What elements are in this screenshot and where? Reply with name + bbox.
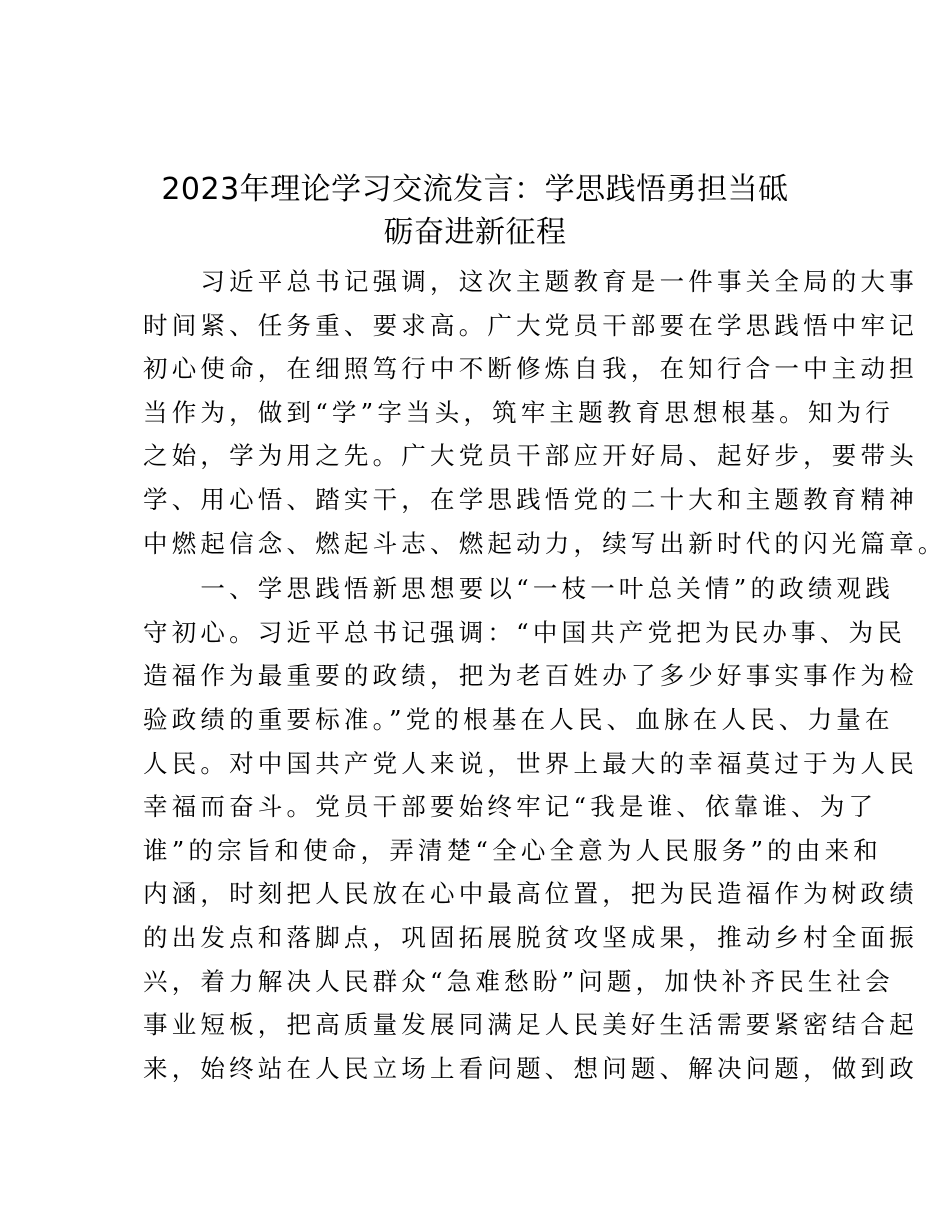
text-line: 幸福而奋斗。党员干部要始终牢记“我是谁、依靠谁、为了 [143, 792, 878, 822]
text-line: 习近平总书记强调，这次主题教育是一件事关全局的大事 [143, 267, 918, 296]
text-line: 造福作为最重要的政绩，把为老百姓办了多少好事实事作为检 [143, 661, 918, 691]
text-line: 的出发点和落脚点，巩固拓展脱贫攻坚成果，推动乡村全面振 [143, 922, 918, 952]
text-line: 验政绩的重要标准。”党的根基在人民、血脉在人民、力量在 [143, 704, 894, 734]
text-line: 当作为，做到“学”字当头，筑牢主题教育思想根基。知为行 [143, 397, 894, 427]
text-line: 人民。对中国共产党人来说，世界上最大的幸福莫过于为人民 [143, 748, 918, 778]
text-line: 之始，学为用之先。广大党员干部应开好局、起好步，要带头 [143, 441, 918, 471]
text-line: 守初心。习近平总书记强调：“中国共产党把为民办事、为民 [143, 617, 906, 647]
text-line: 内涵，时刻把人民放在心中最高位置，把为民造福作为树政绩 [143, 879, 918, 909]
document-title [130, 168, 820, 254]
paragraph-section-one [143, 567, 918, 1090]
text-line: 谁”的宗旨和使命，弄清楚“全心全意为人民服务”的由来和 [143, 835, 882, 865]
text-line: 一、学思践悟新思想要以“一枝一叶总关情”的政绩观践 [143, 574, 894, 604]
text-line: 来，始终站在人民立场上看问题、想问题、解决问题，做到政 [143, 1053, 918, 1083]
document-body [143, 260, 947, 1090]
paragraph-intro [143, 260, 947, 565]
title-line: 砺奋进新征程 [383, 215, 567, 250]
text-line: 事业短板，把高质量发展同满足人民美好生活需要紧密结合起 [143, 1010, 918, 1040]
text-line: 学、用心悟、踏实干，在学思践悟党的二十大和主题教育精神 [143, 484, 918, 514]
text-line: 初心使命，在细照笃行中不断修炼自我，在知行合一中主动担 [143, 354, 918, 384]
title-line: 2023年理论学习交流发言：学思践悟勇担当砥 [161, 172, 789, 207]
text-line: 兴，着力解决人民群众“急难愁盼”问题，加快补齐民生社会 [143, 966, 894, 996]
text-line: 时间紧、任务重、要求高。广大党员干部要在学思践悟中牢记 [143, 310, 918, 340]
text-line: 中燃起信念、燃起斗志、燃起动力，续写出新时代的闪光篇章。 [143, 528, 947, 558]
